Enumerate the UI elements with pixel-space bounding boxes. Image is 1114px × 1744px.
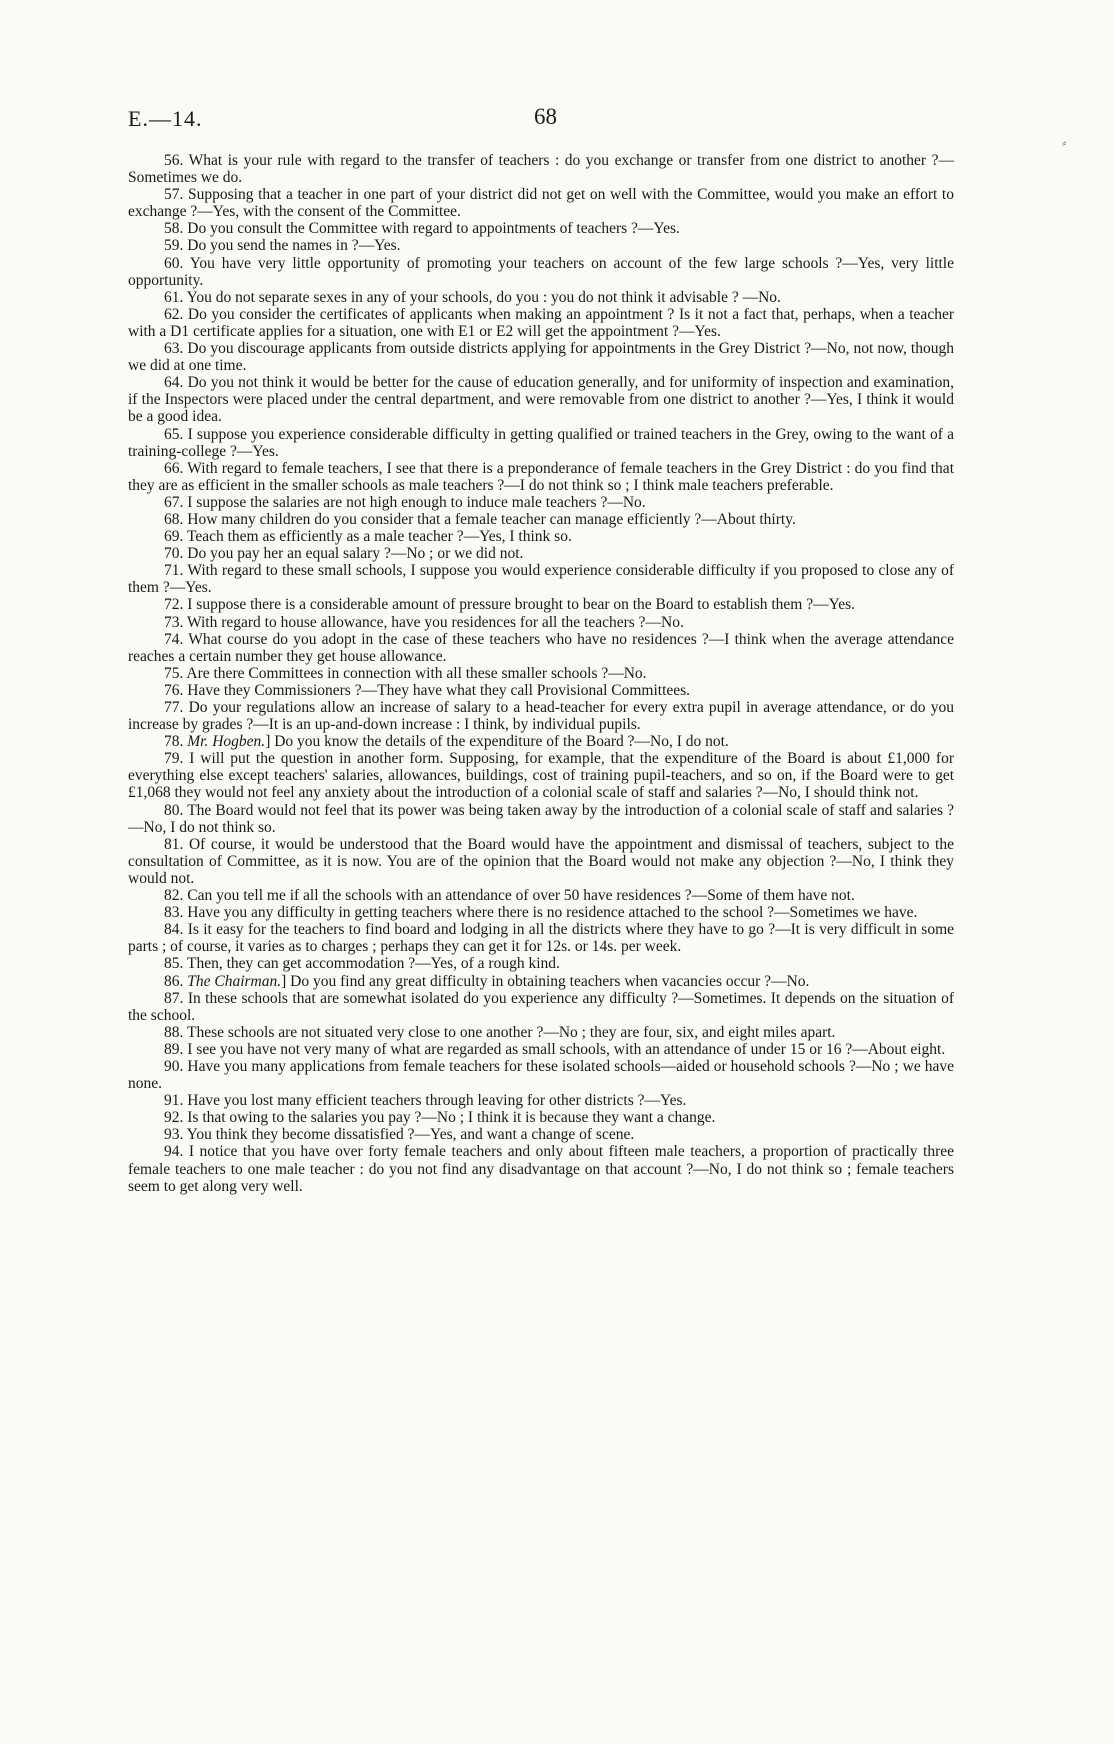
qa-paragraph: 65. I suppose you experience considerable difficulty in getting qualified or trained teachers in the Grey, owing to the want of a training-college ?—Yes.	[128, 425, 954, 460]
qa-paragraph: 85. Then, they can get accommodation ?—Yes, of a rough kind.	[164, 955, 560, 973]
qa-paragraph: 80. The Board would not feel that its power was being taken away by the introduction of a colonial scale of staff and salaries ?—No, I do not think so.	[128, 801, 954, 836]
qa-paragraph: 84. Is it easy for the teachers to find board and lodging in all the districts where they have to go ?—It is very difficult in some parts ; of course, it varies as to charges ; perhaps they can get it for 12s. or 14s. per week.	[128, 921, 954, 956]
qa-paragraph: 83. Have you any difficulty in getting teachers where there is no residence attached to the school ?—Sometimes we have.	[164, 904, 918, 922]
qa-paragraph: 88. These schools are not situated very close to one another ?—No ; they are four, six, and eight miles apart.	[164, 1023, 836, 1041]
qa-paragraph: 87. In these schools that are somewhat isolated do you experience any difficulty ?—Sometimes. It depends on the situation of the school.	[128, 989, 954, 1024]
qa-paragraph: 93. You think they become dissatisfied ?—Yes, and want a change of scene.	[164, 1126, 635, 1144]
margin-mark: ⸗	[1062, 136, 1067, 151]
document-page	[128, 104, 954, 1195]
document-body	[128, 152, 954, 1195]
qa-paragraph: 67. I suppose the salaries are not high enough to induce male teachers ?—No.	[164, 493, 646, 511]
qa-paragraph: 77. Do your regulations allow an increase of salary to a head-teacher for every extra pupil in average attendance, or do you increase by grades ?—It is an up-and-down increase : I think, by individual pupils.	[128, 699, 954, 734]
qa-paragraph: 66. With regard to female teachers, I see that there is a preponderance of female teachers in the Grey District : do you find that they are as efficient in the smaller schools as male teachers ?—I do not think so ; I think male teachers preferable.	[128, 459, 954, 494]
qa-paragraph: 74. What course do you adopt in the case of these teachers who have no residences ?—I think when the average attendance reaches a certain number they get house allowance.	[128, 630, 954, 665]
page-number: 68	[534, 104, 557, 129]
qa-paragraph: 90. Have you many applications from female teachers for these isolated schools—aided or household schools ?—No ; we have none.	[128, 1057, 954, 1093]
qa-paragraph: 56. What is your rule with regard to the transfer of teachers : do you exchange or transfer from one district to another ?—Sometimes we do.	[128, 152, 954, 187]
qa-paragraph: 59. Do you send the names in ?—Yes.	[164, 237, 401, 255]
qa-paragraph: 79. I will put the question in another form. Supposing, for example, that the expenditure of the Board is about £1,000 for everything else except teachers' salaries, allowances, buildings, cost of training pupil-teachers, and so on, if the Board were to get £1,068 they would not feel any anxiety about the introduction of a colonial scale of staff and salaries ?—No, I should think not.	[128, 750, 954, 802]
qa-paragraph: 78. Mr. Hogben.] Do you know the details of the expenditure of the Board ?—No, I do not.	[164, 733, 729, 751]
qa-paragraph: 81. Of course, it would be understood that the Board would have the appointment and dismissal of teachers, subject to the consultation of Committee, as it is now. You are of the opinion that the Board would not make any objection ?—No, I think they would not.	[128, 835, 954, 887]
qa-paragraph: 69. Teach them as efficiently as a male teacher ?—Yes, I think so.	[164, 528, 572, 546]
document-reference: E.—14.	[128, 106, 203, 131]
qa-paragraph: 72. I suppose there is a considerable amount of pressure brought to bear on the Board to establish them ?—Yes.	[164, 596, 856, 614]
page-header	[128, 104, 954, 138]
qa-paragraph: 92. Is that owing to the salaries you pay ?—No ; I think it is because they want a change.	[164, 1109, 716, 1127]
qa-paragraph: 71. With regard to these small schools, I suppose you would experience considerable difficulty if you proposed to close any of them ?—Yes.	[128, 562, 954, 597]
qa-paragraph: 64. Do you not think it would be better for the cause of education generally, and for uniformity of inspection and examination, if the Inspectors were placed under the central department, and were removable from one district to another ?—Yes, I think it would be a good idea.	[128, 374, 954, 426]
speaker-name: The Chairman.	[187, 972, 282, 990]
qa-paragraph: 75. Are there Committees in connection with all these smaller schools ?—No.	[164, 664, 647, 682]
qa-paragraph: 91. Have you lost many efficient teachers through leaving for other districts ?—Yes.	[164, 1092, 687, 1110]
qa-paragraph: 70. Do you pay her an equal salary ?—No ; or we did not.	[164, 545, 524, 563]
qa-paragraph: 86. The Chairman.] Do you find any great difficulty in obtaining teachers when vacancies occur ?—No.	[164, 972, 810, 990]
qa-paragraph: 57. Supposing that a teacher in one part of your district did not get on well with the Committee, would you make an effort to exchange ?—Yes, with the consent of the Committee.	[128, 186, 954, 221]
qa-paragraph: 76. Have they Commissioners ?—They have what they call Provisional Committees.	[164, 681, 691, 699]
qa-paragraph: 58. Do you consult the Committee with regard to appointments of teachers ?—Yes.	[164, 220, 680, 238]
qa-paragraph: 60. You have very little opportunity of promoting your teachers on account of the few large schools ?—Yes, very little opportunity.	[128, 254, 954, 289]
qa-paragraph: 62. Do you consider the certificates of applicants when making an appointment ? Is it not a fact that, perhaps, when a teacher with a D1 certificate applies for a situation, one with E1 or E2 will get the appointment ?—Yes.	[128, 305, 954, 340]
qa-paragraph: 68. How many children do you consider that a female teacher can manage efficiently ?—About thirty.	[164, 510, 796, 528]
qa-paragraph: 61. You do not separate sexes in any of your schools, do you : you do not think it advisable ? —No.	[164, 288, 781, 306]
qa-paragraph: 89. I see you have not very many of what are regarded as small schools, with an attendance of under 15 or 16 ?—About eight.	[164, 1040, 946, 1058]
speaker-name: Mr. Hogben.	[187, 733, 266, 751]
qa-paragraph: 73. With regard to house allowance, have you residences for all the teachers ?—No.	[164, 613, 684, 631]
qa-paragraph: 63. Do you discourage applicants from outside districts applying for appointments in the Grey District ?—No, not now, though we did at one time.	[128, 340, 954, 375]
qa-paragraph: 82. Can you tell me if all the schools with an attendance of over 50 have residences ?—Some of them have not.	[164, 887, 855, 905]
qa-paragraph: 94. I notice that you have over forty female teachers and only about fifteen male teachers, a proportion of practically three female teachers to one male teacher : do you not find any disadvantage on that account ?—No, I do not think so ; female teachers seem to get along very well.	[128, 1143, 954, 1195]
